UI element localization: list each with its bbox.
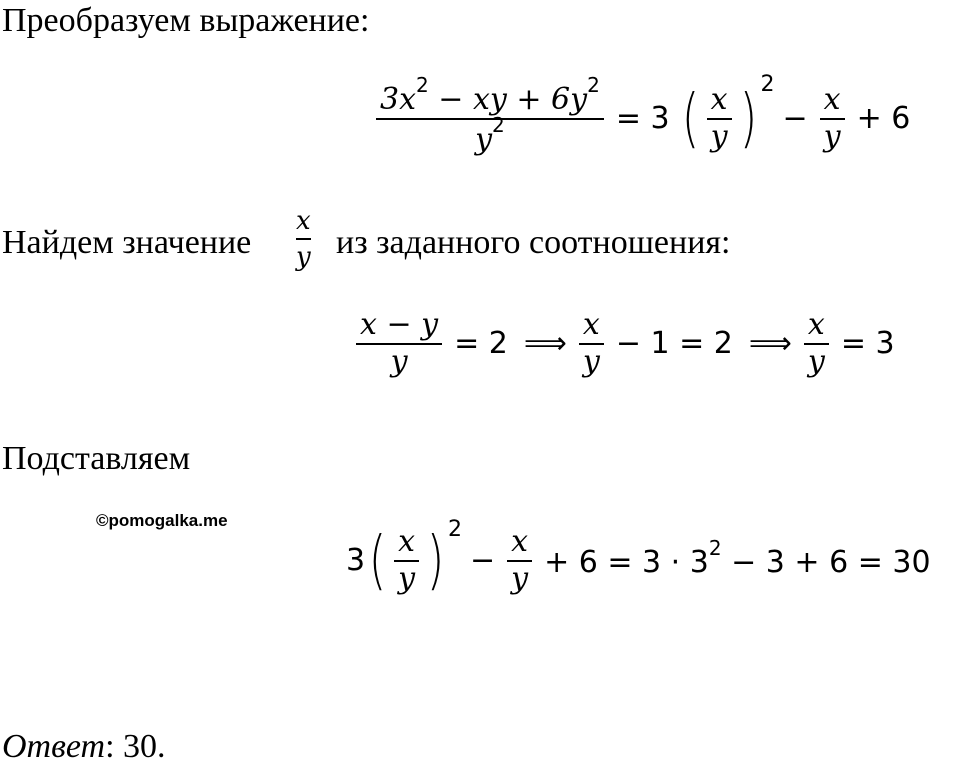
answer-label: Ответ: [2, 728, 106, 765]
answer-value: : 30.: [105, 728, 166, 765]
answer-line: [2, 730, 166, 764]
fraction-x-over-y-5: $\frac{x}{y}$: [394, 525, 419, 596]
fraction-main-numerator: $3x^2$ − xy + $6y^2$: [380, 73, 600, 117]
inline-fraction-x-over-y: x y: [296, 206, 311, 272]
fraction-x-over-y-6: $\frac{x}{y}$: [507, 525, 532, 596]
equation-ratio: [352, 308, 903, 379]
equals-three-result: = 3: [840, 326, 895, 361]
substitution-tail: + $6 = 3 \cdot 3^2 - 3 + 6 = 30$: [544, 535, 931, 580]
equation-transform: [372, 72, 918, 157]
implies-arrow-1: ⟹: [523, 326, 567, 361]
watermark: ©pomogalka.me: [96, 511, 228, 530]
fraction-main: [376, 73, 604, 157]
right-paren: ): [739, 81, 757, 156]
fraction-main-denominator: $y^2$: [475, 112, 505, 157]
coefficient-three: 3: [346, 543, 366, 578]
right-paren-2: ): [426, 523, 445, 598]
equation-substitution: [346, 517, 939, 598]
exponent-two-2: 2: [447, 517, 462, 542]
exponent-two: 2: [760, 72, 775, 97]
equals-two: = 2: [454, 326, 508, 361]
equals-three: = 3: [615, 101, 670, 136]
left-paren: (: [681, 81, 699, 156]
implies-arrow-2: ⟹: [748, 326, 792, 361]
heading-find-value-end: из заданного соотношения:: [336, 224, 731, 261]
fraction-x-minus-y: $\frac{x - y}{y}$: [356, 308, 442, 379]
minus-one-equals-two: − 1 = 2: [615, 326, 733, 361]
fraction-x-over-y-3: $\frac{x}{y}$: [579, 308, 604, 379]
minus-sign: −: [782, 101, 808, 136]
left-paren-2: (: [368, 523, 387, 598]
fraction-x-over-y-4: $\frac{x}{y}$: [804, 308, 829, 379]
heading-find-value-start: Найдем значение: [2, 224, 252, 261]
fraction-x-over-y: $\frac{x}{y}$: [707, 83, 732, 154]
heading-substitute: Подставляем: [2, 440, 191, 477]
heading-transform: Преобразуем выражение:: [2, 2, 370, 39]
minus-sign-2: −: [469, 543, 496, 578]
plus-six: + 6: [856, 101, 911, 136]
fraction-x-over-y-2: $\frac{x}{y}$: [820, 83, 845, 154]
